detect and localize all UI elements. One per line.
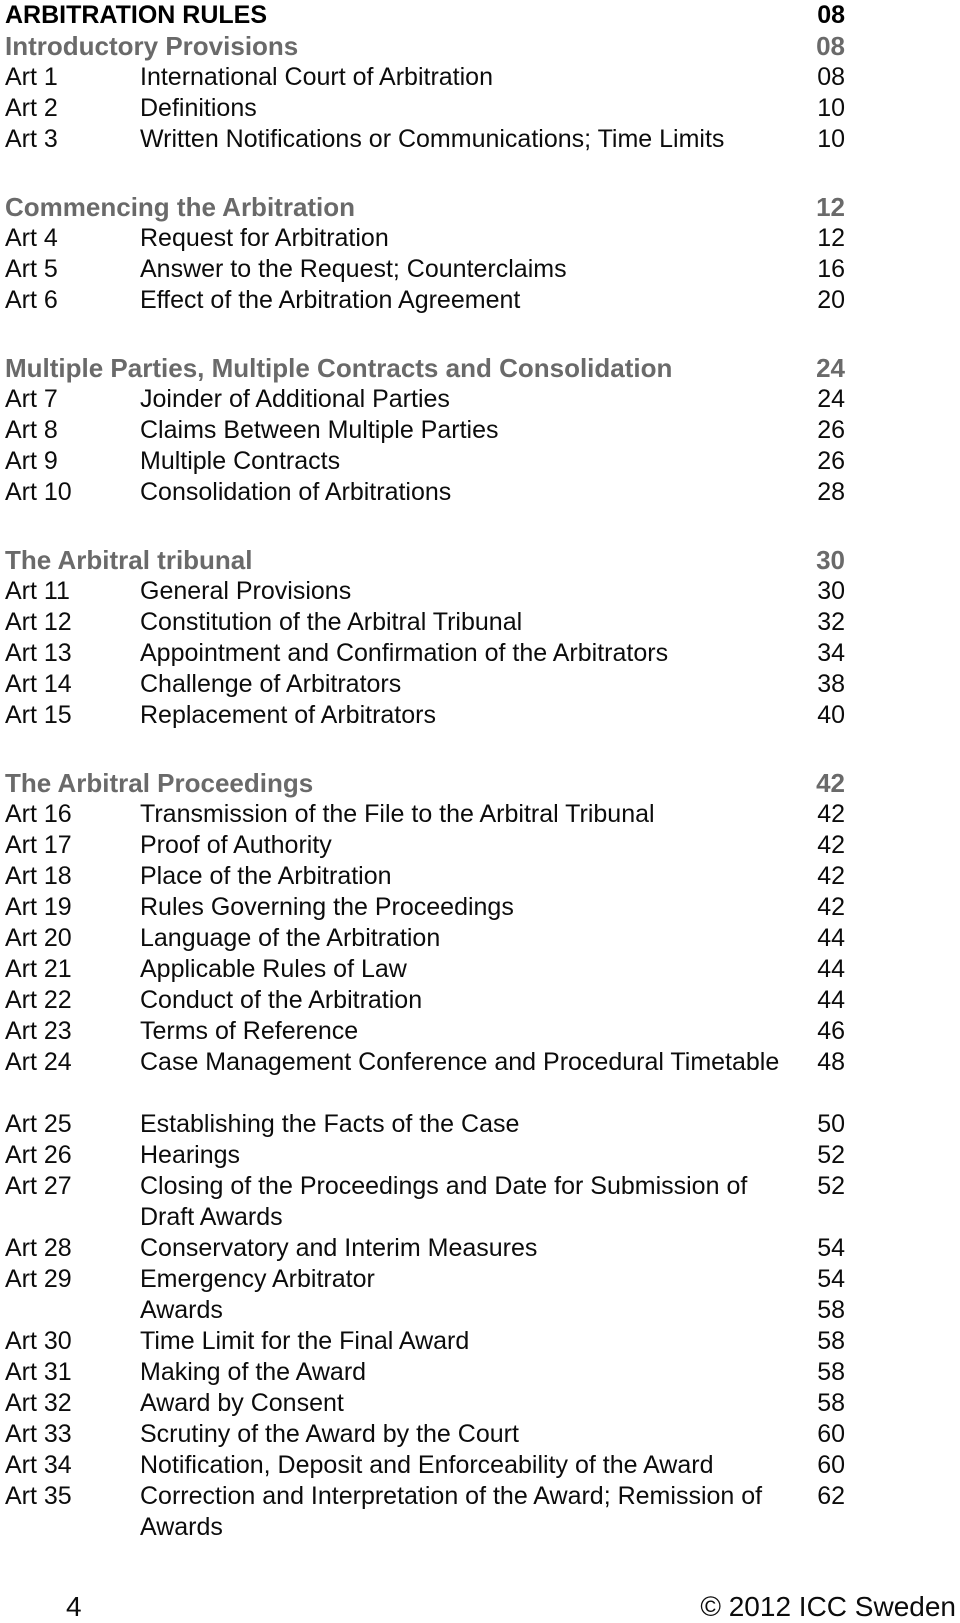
article-number: Art 33 <box>5 1420 72 1448</box>
article-title: Request for Arbitration <box>140 224 389 252</box>
toc-entry <box>5 1171 845 1233</box>
article-page-number: 10 <box>817 125 845 153</box>
section-title: ARBITRATION RULES <box>5 1 268 29</box>
article-number: Art 10 <box>5 478 72 506</box>
toc-entry <box>5 576 845 607</box>
article-page-number: 24 <box>817 385 845 413</box>
article-page-number: 50 <box>817 1110 845 1138</box>
article-number: Art 7 <box>5 385 58 413</box>
article-page-number: 42 <box>817 831 845 859</box>
toc-entry <box>5 799 845 830</box>
article-title: Award by Consent <box>140 1389 344 1417</box>
section-page-number: 42 <box>816 768 845 798</box>
toc-entry <box>5 1047 845 1109</box>
article-number: Art 18 <box>5 862 72 890</box>
article-page-number: 60 <box>817 1451 845 1479</box>
article-page-number: 32 <box>817 608 845 636</box>
article-title: Challenge of Arbitrators <box>140 670 402 698</box>
article-title: Hearings <box>140 1141 241 1169</box>
toc-entry <box>5 861 845 892</box>
article-title: Joinder of Additional Parties <box>140 385 450 413</box>
article-title: Effect of the Arbitration Agreement <box>140 286 521 314</box>
toc-entry <box>5 1295 845 1326</box>
toc-entry <box>5 1264 845 1295</box>
toc-entry <box>5 669 845 700</box>
toc-entry <box>5 1326 845 1357</box>
toc-section-heading <box>5 545 845 576</box>
article-number: Art 24 <box>5 1048 72 1076</box>
article-title: Multiple Contracts <box>140 447 341 475</box>
article-page-number: 12 <box>817 224 845 252</box>
toc-entry <box>5 1016 845 1047</box>
toc-entry <box>5 223 845 254</box>
article-title: Awards <box>140 1296 223 1324</box>
article-title: Written Notifications or Communications; Time Limits <box>140 125 725 153</box>
article-number: Art 20 <box>5 924 72 952</box>
article-title: Consolidation of Arbitrations <box>140 478 452 506</box>
article-page-number: 30 <box>817 577 845 605</box>
article-title: Applicable Rules of Law <box>140 955 407 983</box>
article-page-number: 46 <box>817 1017 845 1045</box>
table-of-contents <box>5 0 845 1543</box>
section-title: Multiple Parties, Multiple Contracts and Consolidation <box>5 353 673 383</box>
toc-entry <box>5 62 845 93</box>
section-title: Introductory Provisions <box>5 31 299 61</box>
article-title: Definitions <box>140 94 257 122</box>
toc-entry <box>5 892 845 923</box>
copyright-notice: © 2012 ICC Sweden <box>700 1591 956 1622</box>
article-number: Art 21 <box>5 955 72 983</box>
article-number: Art 30 <box>5 1327 72 1355</box>
toc-entry <box>5 1140 845 1171</box>
toc-entry <box>5 415 845 446</box>
article-page-number: 10 <box>817 94 845 122</box>
toc-entry <box>5 1419 845 1450</box>
section-title: The Arbitral Proceedings <box>5 768 314 798</box>
article-page-number: 44 <box>817 924 845 952</box>
article-title: Closing of the Proceedings and Date for Submission of Draft Awards <box>140 1172 748 1231</box>
article-page-number: 58 <box>817 1296 845 1324</box>
article-title: Claims Between Multiple Parties <box>140 416 499 444</box>
toc-entry <box>5 124 845 155</box>
article-number: Art 4 <box>5 224 58 252</box>
article-number: Art 3 <box>5 125 58 153</box>
article-title: Replacement of Arbitrators <box>140 701 436 729</box>
article-number: Art 12 <box>5 608 72 636</box>
toc-entry <box>5 254 845 285</box>
page-number: 4 <box>66 1591 82 1622</box>
article-title: Conduct of the Arbitration <box>140 986 423 1014</box>
toc-entry <box>5 607 845 638</box>
article-page-number: 48 <box>817 1048 845 1076</box>
toc-entry <box>5 93 845 124</box>
toc-entry <box>5 1388 845 1419</box>
article-title: Place of the Arbitration <box>140 862 392 890</box>
article-title: Making of the Award <box>140 1358 367 1386</box>
article-number: Art 22 <box>5 986 72 1014</box>
section-title: The Arbitral tribunal <box>5 545 253 575</box>
article-number: Art 25 <box>5 1110 72 1138</box>
article-page-number: 58 <box>817 1358 845 1386</box>
toc-entry <box>5 1233 845 1264</box>
article-page-number: 42 <box>817 800 845 828</box>
toc-entry <box>5 923 845 954</box>
article-number: Art 19 <box>5 893 72 921</box>
article-page-number: 60 <box>817 1420 845 1448</box>
toc-section-heading <box>5 768 845 799</box>
article-page-number: 54 <box>817 1265 845 1293</box>
toc-section-heading <box>5 353 845 384</box>
toc-entry <box>5 700 845 731</box>
article-title: Proof of Authority <box>140 831 332 859</box>
article-page-number: 40 <box>817 701 845 729</box>
article-number: Art 23 <box>5 1017 72 1045</box>
article-title: Terms of Reference <box>140 1017 359 1045</box>
article-title: Appointment and Confirmation of the Arbitrators <box>140 639 669 667</box>
article-title: General Provisions <box>140 577 352 605</box>
article-title: Scrutiny of the Award by the Court <box>140 1420 519 1448</box>
article-number: Art 16 <box>5 800 72 828</box>
toc-entry <box>5 1481 845 1543</box>
toc-entry <box>5 285 845 316</box>
toc-entry <box>5 1357 845 1388</box>
section-page-number: 08 <box>816 31 845 61</box>
section-page-number: 12 <box>816 192 845 222</box>
article-page-number: 44 <box>817 986 845 1014</box>
article-page-number: 42 <box>817 893 845 921</box>
article-number: Art 2 <box>5 94 58 122</box>
toc-entry <box>5 384 845 415</box>
article-number: Art 28 <box>5 1234 72 1262</box>
article-number: Art 26 <box>5 1141 72 1169</box>
article-title: International Court of Arbitration <box>140 63 493 91</box>
article-page-number: 52 <box>817 1141 845 1169</box>
article-title: Language of the Arbitration <box>140 924 441 952</box>
article-title: Transmission of the File to the Arbitral Tribunal <box>140 800 655 828</box>
toc-entry <box>5 1109 845 1140</box>
article-page-number: 34 <box>817 639 845 667</box>
toc-entry <box>5 477 845 508</box>
article-number: Art 29 <box>5 1265 72 1293</box>
article-title: Correction and Interpretation of the Award; Remission of Awards <box>140 1482 763 1541</box>
article-number: Art 1 <box>5 63 58 91</box>
toc-entry <box>5 1450 845 1481</box>
article-page-number: 58 <box>817 1327 845 1355</box>
article-page-number: 26 <box>817 447 845 475</box>
article-page-number: 44 <box>817 955 845 983</box>
article-number: Art 9 <box>5 447 58 475</box>
article-number: Art 14 <box>5 670 72 698</box>
toc-entry <box>5 954 845 985</box>
article-title: Emergency Arbitrator <box>140 1265 375 1293</box>
article-title: Answer to the Request; Counterclaims <box>140 255 567 283</box>
article-number: Art 32 <box>5 1389 72 1417</box>
toc-section-heading <box>5 192 845 223</box>
section-page-number: 30 <box>816 545 845 575</box>
article-number: Art 15 <box>5 701 72 729</box>
article-title: Case Management Conference and Procedural Timetable <box>140 1048 780 1076</box>
article-number: Art 5 <box>5 255 58 283</box>
article-title: Conservatory and Interim Measures <box>140 1234 538 1262</box>
article-title: Constitution of the Arbitral Tribunal <box>140 608 523 636</box>
article-number: Art 17 <box>5 831 72 859</box>
article-title: Time Limit for the Final Award <box>140 1327 470 1355</box>
article-page-number: 26 <box>817 416 845 444</box>
article-number: Art 11 <box>5 577 70 605</box>
article-number: Art 34 <box>5 1451 72 1479</box>
section-title: Commencing the Arbitration <box>5 192 356 222</box>
article-page-number: 42 <box>817 862 845 890</box>
article-number: Art 8 <box>5 416 58 444</box>
toc-entry <box>5 446 845 477</box>
article-title: Notification, Deposit and Enforceability of the Award <box>140 1451 714 1479</box>
section-page-number: 08 <box>817 1 845 29</box>
article-page-number: 08 <box>817 63 845 91</box>
article-page-number: 54 <box>817 1234 845 1262</box>
toc-entry <box>5 830 845 861</box>
article-page-number: 52 <box>817 1172 845 1200</box>
article-page-number: 28 <box>817 478 845 506</box>
article-number: Art 6 <box>5 286 58 314</box>
article-page-number: 38 <box>817 670 845 698</box>
article-title: Rules Governing the Proceedings <box>140 893 514 921</box>
article-number: Art 27 <box>5 1172 72 1200</box>
article-page-number: 58 <box>817 1389 845 1417</box>
article-page-number: 20 <box>817 286 845 314</box>
article-number: Art 35 <box>5 1482 72 1510</box>
section-page-number: 24 <box>816 353 845 383</box>
toc-section-heading <box>5 31 845 62</box>
toc-section-heading <box>5 0 845 31</box>
article-page-number: 16 <box>817 255 845 283</box>
toc-entry <box>5 985 845 1016</box>
article-number: Art 31 <box>5 1358 72 1386</box>
article-page-number: 62 <box>817 1482 845 1510</box>
article-number: Art 13 <box>5 639 72 667</box>
article-title: Establishing the Facts of the Case <box>140 1110 520 1138</box>
toc-entry <box>5 638 845 669</box>
